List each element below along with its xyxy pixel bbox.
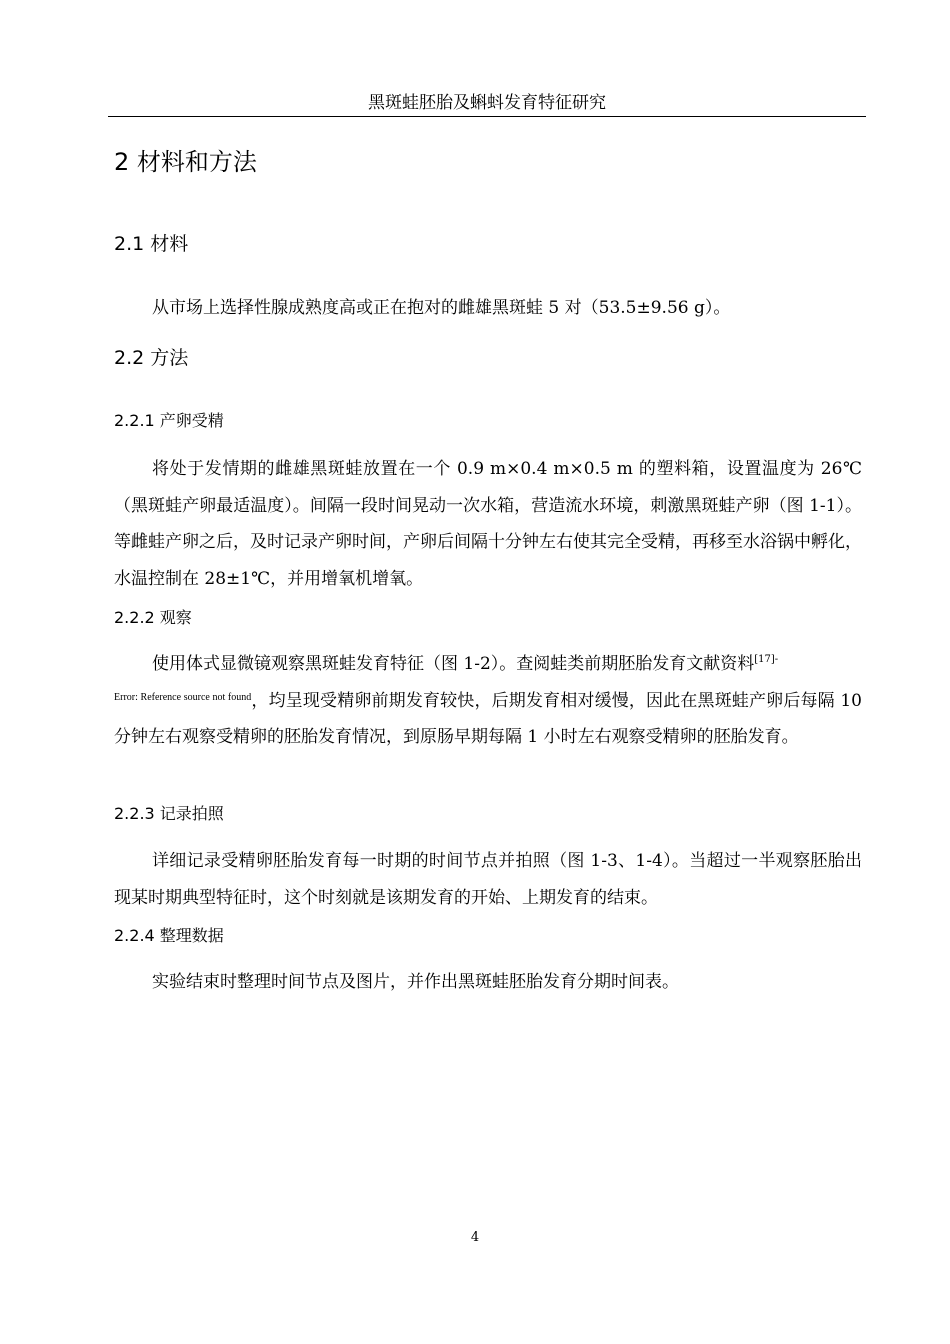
spawning-paragraph: 将处于发情期的雌雄黑斑蛙放置在一个 0.9 m×0.4 m×0.5 m 的塑料箱，设置温度为 26℃（黑斑蛙产卵最适温度）。间隔一段时间晃动一次水箱，营造流水环境，刺激黑斑蛙产卵（图 1-1）。等雌蛙产卵之后，及时记录产卵时间，产卵后间隔十分钟左右使其完全受精，再移至水浴锅中孵化，水温控制在 28±1℃，并用增氧机增氧。 — [114, 459, 862, 589]
subsection-heading-methods: 2.2 方法 — [114, 347, 189, 369]
heading-data-organization: 2.2.4 整理数据 — [114, 926, 224, 945]
running-title: 黑斑蛙胚胎及蝌蚪发育特征研究 — [368, 93, 606, 113]
citation-reference: [17]- — [754, 654, 779, 665]
data-organization-paragraph: 实验结束时整理时间节点及图片，并作出黑斑蛙胚胎发育分期时间表。 — [152, 972, 679, 992]
reference-error-note: Error: Reference source not found — [114, 691, 252, 703]
observation-text-before: 使用体式显微镜观察黑斑蛙发育特征（图 1-2）。查阅蛙类前期胚胎发育文献资料 — [152, 654, 755, 674]
heading-observation: 2.2.2 观察 — [114, 608, 192, 627]
page-number: 4 — [470, 1230, 480, 1245]
subsection-heading-materials: 2.1 材料 — [114, 233, 189, 255]
page-header — [108, 92, 866, 117]
section-heading: 2 材料和方法 — [114, 148, 257, 176]
heading-spawning-fertilization: 2.2.1 产卵受精 — [114, 411, 224, 430]
heading-recording-photography: 2.2.3 记录拍照 — [114, 804, 224, 823]
recording-paragraph: 详细记录受精卵胚胎发育每一时期的时间节点并拍照（图 1-3、1-4）。当超过一半观察胚胎出现某时期典型特征时，这个时刻就是该期发育的开始、上期发育的结束。 — [114, 851, 862, 908]
materials-paragraph: 从市场上选择性腺成熟度高或正在抱对的雌雄黑斑蛙 5 对（53.5±9.56 g）。 — [152, 298, 731, 318]
observation-paragraph — [114, 646, 862, 756]
observation-text-after: ，均呈现受精卵前期发育较快，后期发育相对缓慢，因此在黑斑蛙产卵后每隔 10 分钟左右观察受精卵的胚胎发育情况，到原肠早期每隔 1 小时左右观察受精卵的胚胎发育。 — [114, 690, 862, 747]
